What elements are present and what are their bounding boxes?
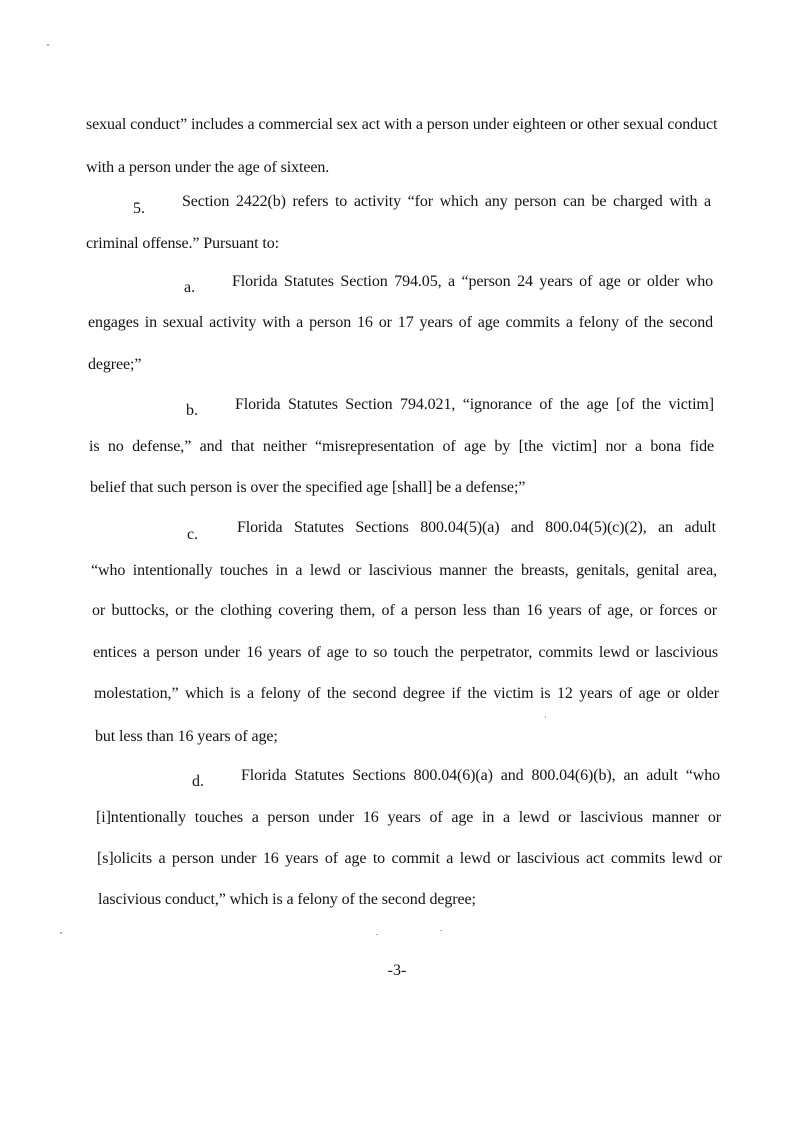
item-a-letter: a. (184, 279, 196, 296)
item-a-line-2: engages in sexual activity with a person 16 or 17 years of age commits a felony of the second (88, 314, 713, 331)
item-d-line-1: Florida Statutes Sections 800.04(6)(a) and 800.04(6)(b), an adult “who (241, 767, 720, 784)
item-b-line-2: is no defense,” and that neither “misrepresentation of age by [the victim] nor a bona fide (89, 438, 714, 455)
item-c-line-2: “who intentionally touches in a lewd or lascivious manner the breasts, genitals, genital area, (91, 562, 717, 579)
item-b-line-3: belief that such person is over the specified age [shall] be a defense;” (90, 479, 526, 496)
intro-line-1: sexual conduct” includes a commercial sex act with a person under eighteen or other sexual conduct (86, 116, 718, 133)
item-a-line-3: degree;” (88, 356, 142, 373)
item-c-line-4: entices a person under 16 years of age to so touch the perpetrator, commits lewd or lascivious (93, 644, 718, 661)
item-d-letter: d. (192, 773, 204, 790)
scan-speck (47, 44, 49, 46)
item-c-letter: c. (187, 526, 199, 543)
item-c-line-3: or buttocks, or the clothing covering them, of a person less than 16 years of age, or forces or (92, 602, 717, 619)
scan-speck (440, 930, 442, 931)
page-number: -3- (387, 962, 407, 979)
scan-speck (545, 716, 546, 718)
item-b-letter: b. (186, 402, 198, 419)
item-c-line-6: but less than 16 years of age; (95, 728, 278, 745)
paragraph-5-number: 5. (133, 200, 145, 217)
item-a-line-1: Florida Statutes Section 794.05, a “person 24 years of age or older who (232, 273, 713, 290)
item-c-line-5: molestation,” which is a felony of the second degree if the victim is 12 years of age or older (94, 685, 719, 702)
scan-speck (60, 932, 62, 934)
item-d-line-4: lascivious conduct,” which is a felony of the second degree; (98, 891, 476, 908)
intro-line-2: with a person under the age of sixteen. (86, 159, 330, 176)
item-b-line-1: Florida Statutes Section 794.021, “ignorance of the age [of the victim] (235, 396, 714, 413)
item-c-line-1: Florida Statutes Sections 800.04(5)(a) and 800.04(5)(c)(2), an adult (237, 519, 716, 536)
item-d-line-2: [i]ntentionally touches a person under 16 years of age in a lewd or lascivious manner or (96, 809, 721, 826)
paragraph-5-line-2: criminal offense.” Pursuant to: (86, 235, 280, 252)
scan-speck (376, 934, 378, 935)
item-d-line-3: [s]olicits a person under 16 years of age to commit a lewd or lascivious act commits lewd or (97, 850, 722, 867)
paragraph-5-line-1: Section 2422(b) refers to activity “for which any person can be charged with a (182, 193, 711, 210)
